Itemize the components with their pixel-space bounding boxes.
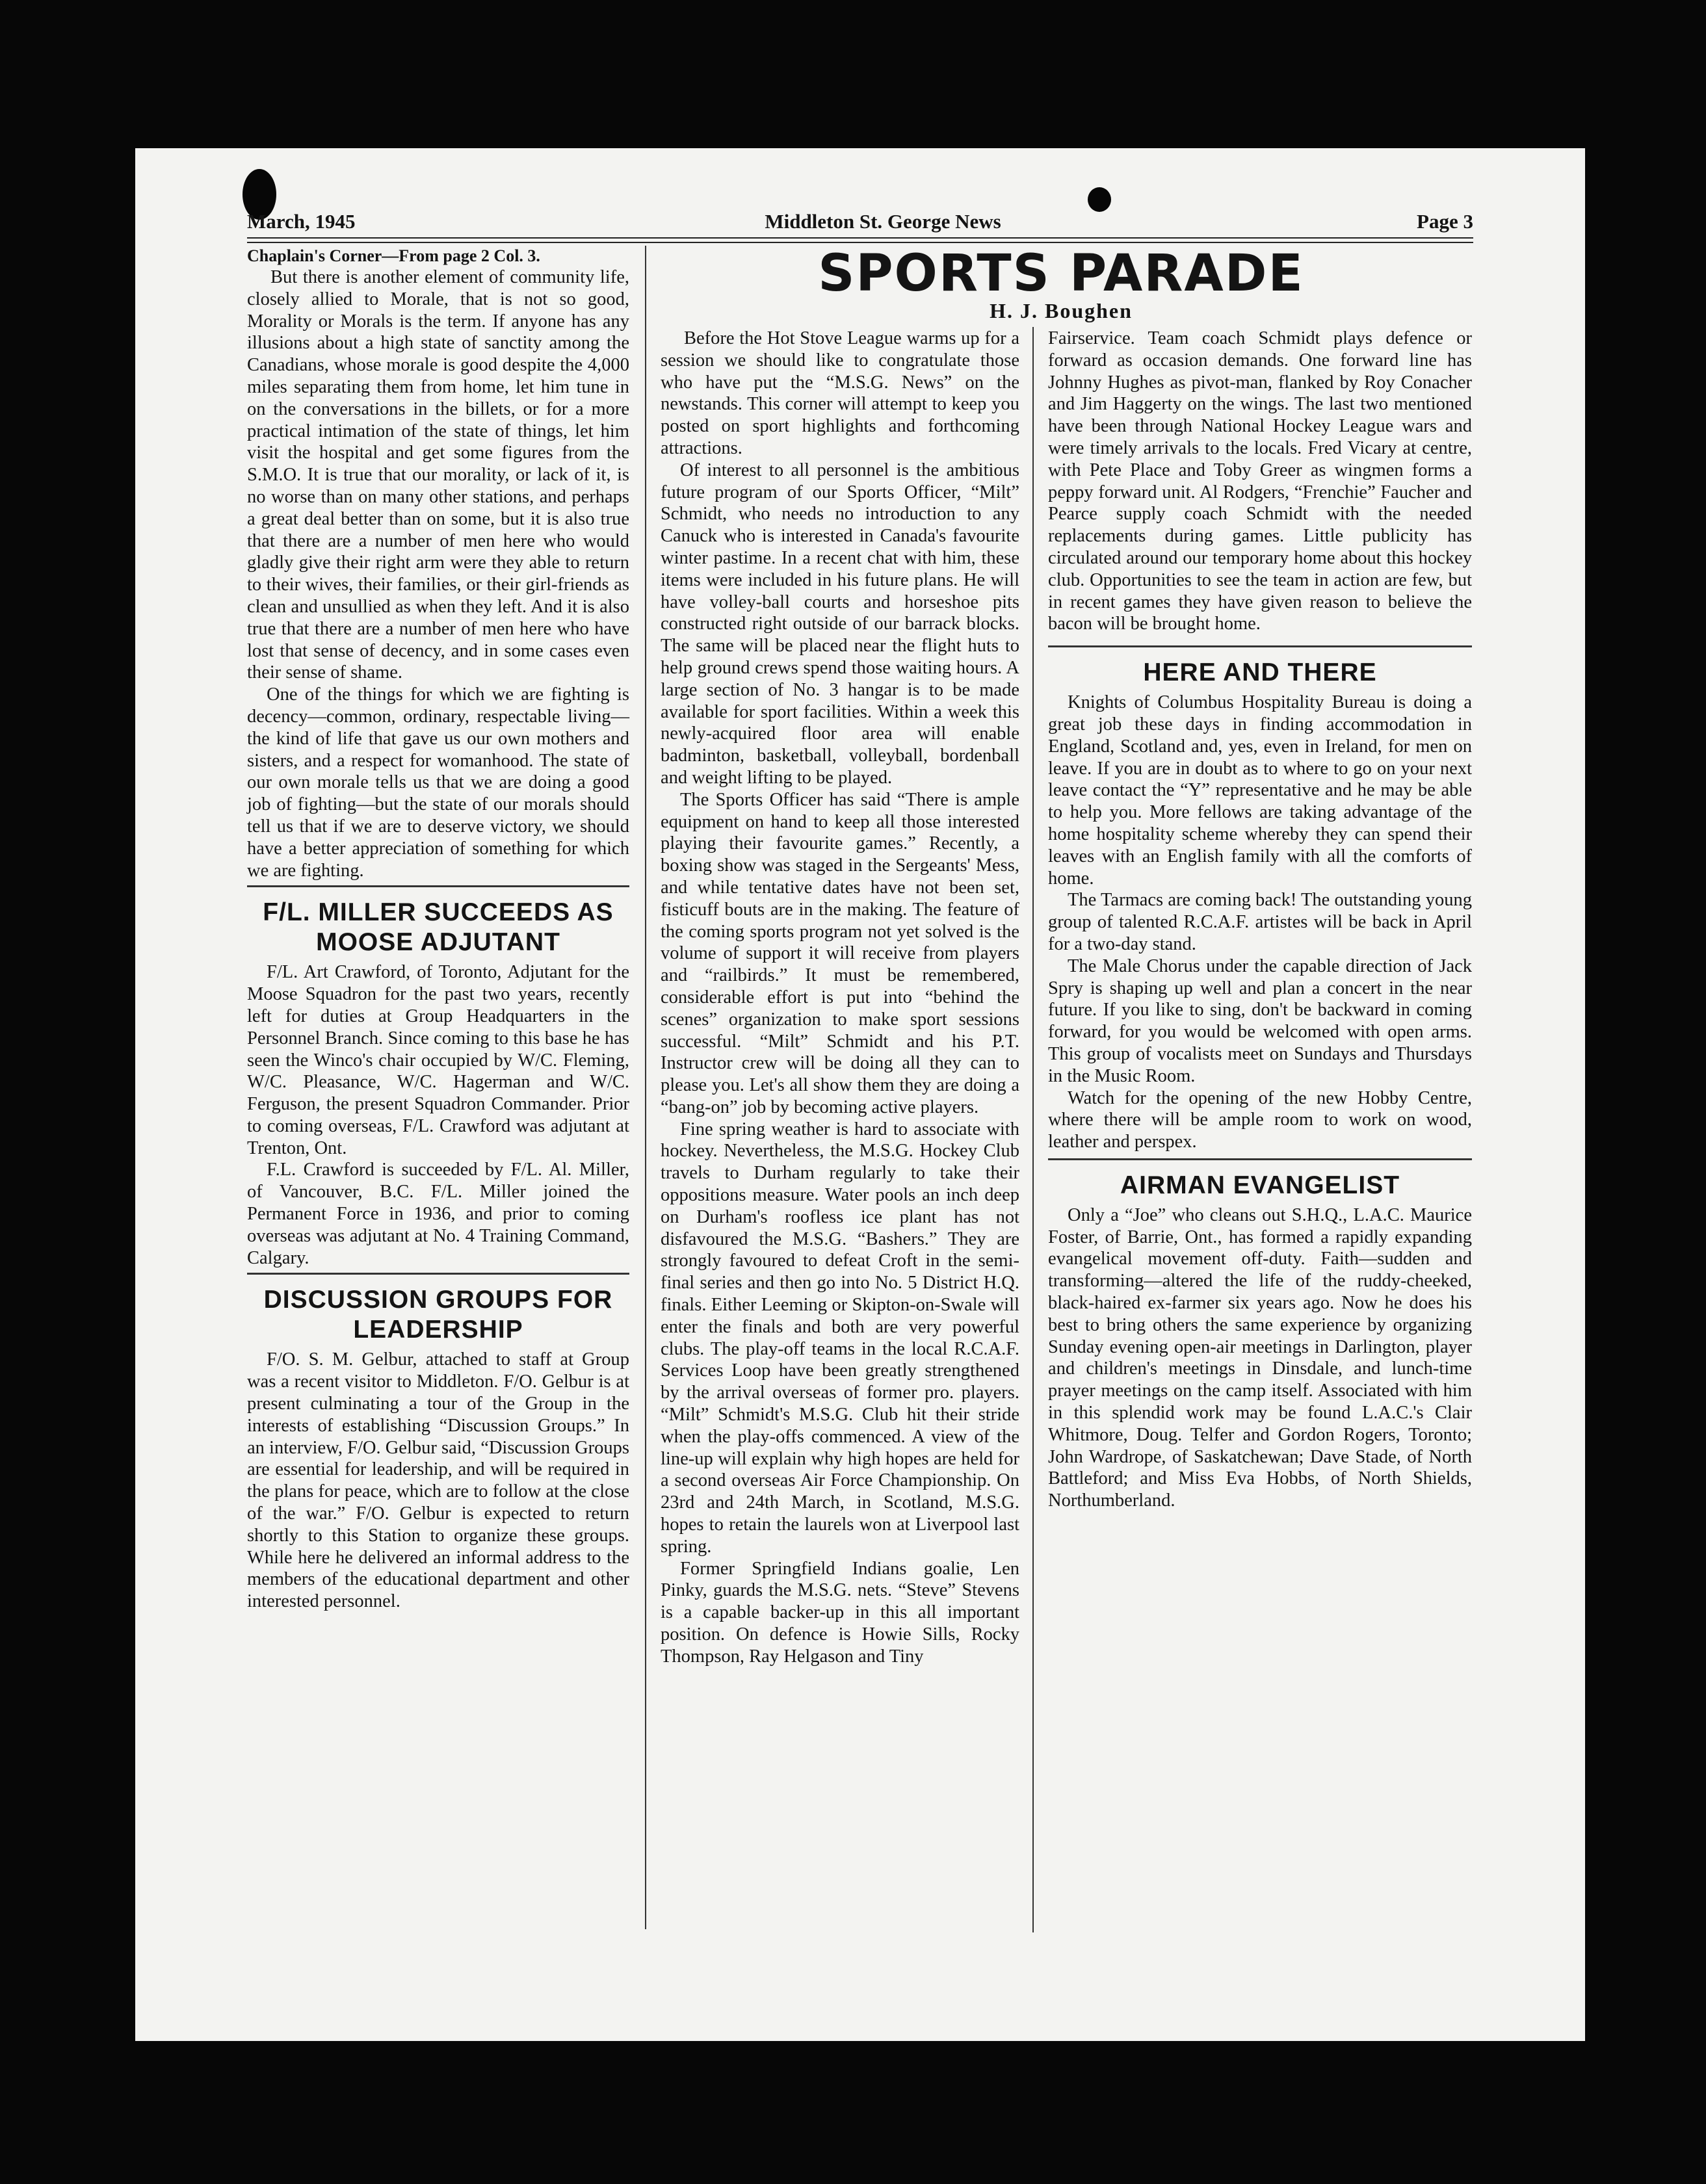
- sports-paragraph: Fine spring weather is hard to associate with hockey. Nevertheless, the M.S.G. Hockey Club travels to Durham regularly to take their oppositions measure. Water pools an inch deep on Durham's roofless ice plant has not disfavoured the M.S.G. “Bashers.” They are strongly favoured to defeat Croft in the semi-final series and then go into No. 5 District H.Q. finals. Either Leeming or Skipton-on-Swale will enter the finals and both are very powerful clubs. The play-off teams in the local R.C.A.F. Services Loop have been greatly strengthened by the arrival overseas of former pro. players. “Milt” Schmidt's M.S.G. Club hit their stride when the play-offs commenced. A view of the line-up will explain why high hopes are held for a second overseas Air Force Championship. On 23rd and 24th March, in Scotland, M.S.G. hopes to retain the laurels won at Liverpool last spring.: [661, 1119, 1019, 1557]
- header-rule: [247, 237, 1473, 239]
- evangelist-paragraph: Only a “Joe” who cleans out S.H.Q., L.A.C. Maurice Foster, of Barrie, Ont., has formed a rapidly expanding evangelical movement off-duty. Faith—sudden and transforming—altered the life of the ruddy-cheeked, black-haired ex-farmer six years ago. Now he does his best to bring others the same experience by organizing Sunday evening open-air meetings in Darlington, player and children's meetings in Dinsdale, and lunch-time prayer meetings on the camp itself. Associated with him in this splendid work may be found L.A.C.'s Clair Whitmore, Doug. Telfer and Gordon Rogers, Toronto; John Wardrope, of Saskatchewan; Dave Stade, of North Battleford; and Miss Eva Hobbs, of North Shields, Northumberland.: [1048, 1204, 1472, 1511]
- burn-mark: [1088, 187, 1111, 212]
- sports-paragraph: The Sports Officer has said “There is ample equipment on hand to keep all those interested playing their favourite games.” Recently, a boxing show was staged in the Sergeants' Mess, and while tentative dates have not been set, fisticuff bouts are in the making. The feature of the coming sports program not yet solved is the volume of support it will receive from players and “railbirds.” It must be remembered, considerable effort is put into “behind the scenes” organization to make sport sessions successful. “Milt” Schmidt and his P.T. Instructor crew will be doing all they can to please you. Let's all show them they are doing a “bang-on” job by becoming active players.: [661, 789, 1019, 1117]
- here-paragraph: Watch for the opening of the new Hobby Centre, where there will be ample room to work on wood, leather and perspex.: [1048, 1087, 1472, 1152]
- sports-paragraph: Fairservice. Team coach Schmidt plays defence or forward as occasion demands. One forward line has Johnny Hughes as pivot-man, flanked by Roy Conacher and Jim Haggerty on the wings. The last two mentioned have been through National Hockey League wars and were timely arrivals to the locals. Fred Vicary at centre, with Pete Place and Toby Greer as wingmen forms a peppy forward unit. Al Rodgers, “Frenchie” Faucher and Pearce supply coach Schmidt with the needed replacements during games. Little publicity has circulated around our temporary home about this hockey club. Opportunities to see the team in action are few, but in recent games they have given reason to believe the bacon will be brought home.: [1048, 328, 1472, 634]
- miller-paragraph: F/L. Art Crawford, of Toronto, Adjutant for the Moose Squadron for the past two years, recently left for duties at Group Headquarters in the Personnel Branch. Since coming to this base he has seen the Winco's chair occupied by W/C. Fleming, W/C. Pleasance, W/C. Hagerman and W/C. Ferguson, the present Squadron Commander. Prior to coming overseas, F/L. Crawford was adjutant at Trenton, Ont.: [247, 962, 629, 1158]
- here-and-there-headline: HERE AND THERE: [1143, 658, 1377, 687]
- sports-paragraph: Of interest to all personnel is the ambitious future program of our Sports Officer, “Milt” Schmidt, who needs no introduction to any Canuck who is interested in Canada's favourite winter pastime. In a recent chat with him, these items were included in his future plans. He will have volley-ball courts and horseshoe pits constructed right outside of our barrack blocks. The same will be placed near the flight huts to help ground crews spend those waiting hours. A large section of No. 3 hangar is to be made available for sport facilities. Within a week this newly-acquired floor area will enable badminton, basketball, volleyball, bordenball and weight lifting to be played.: [661, 460, 1019, 788]
- discussion-paragraph: F/O. S. M. Gelbur, attached to staff at Group was a recent visitor to Middleton. F/O. Gelbur is at present culminating a tour of the Group in the interests of establishing “Discussion Groups.” In an interview, F/O. Gelbur said, “Discussion Groups are essential for leadership, and will be required in the plans for peace, which are to follow at the close of the war.” F/O. Gelbur is expected to return shortly to this Station to organize these groups. While here he delivered an informal address to the members of the educational department and other interested personnel.: [247, 1349, 629, 1612]
- section-rule: [247, 1273, 629, 1275]
- chaplain-paragraph: One of the things for which we are fighting is decency—common, ordinary, respectable living—the kind of life that gave us our own mothers and sisters, and a respect for womanhood. The state of our own morale tells us that we are doing a good job of fighting—but the state of our morals should tell us that if we are to deserve victory, we should have a better appreciation of something for which we are fighting.: [247, 684, 629, 881]
- sports-paragraph: Before the Hot Stove League warms up for a session we should like to congratulate those who have put the “M.S.G. News” on the newstands. This corner will attempt to keep you posted on sport highlights and forthcoming attractions.: [661, 328, 1019, 458]
- chaplain-paragraph: But there is another element of community life, closely allied to Morale, that is not so good, Morality or Morals is the term. If anyone has any illusions about a high state of sanctity among the Canadians, whose morale is good despite the 4,000 miles separating them from home, let him tune in on the conversations in the billets, or for a more practical intimation of the state of things, let him visit the hospital and get some figures from the S.M.O. It is true that our morality, or lack of it, is no worse than on many other stations, and perhaps a great deal better than on some, but it is also true that there are a number of men here who would gladly give their right arm were they able to return to their wives, their families, or their girl-friends as clean and unsullied as when they left. And it is also true that there are a number of men here who have lost that sense of decency, and in some cases even their sense of shame.: [247, 267, 629, 683]
- header-paper-name: Middleton St. George News: [765, 210, 1001, 233]
- here-paragraph: Knights of Columbus Hospitality Bureau is doing a great job these days in finding accommodation in England, Scotland and, yes, even in Ireland, for men on leave. If you are in doubt as to where to go on your next leave contact the “Y” representative and he may be able to help you. More fellows are taking advantage of the home hospitality scheme whereby they can spend their leaves with an English family with all the comforts of home.: [1048, 692, 1472, 889]
- discussion-headline: DISCUSSION GROUPS FOR LEADERSHIP: [263, 1286, 613, 1344]
- section-rule: [1048, 645, 1472, 647]
- section-rule: [247, 885, 629, 887]
- header-page-number: Page 3: [1417, 210, 1473, 233]
- section-rule: [1048, 1158, 1472, 1160]
- sports-byline: H. J. Boughen: [990, 299, 1133, 322]
- continued-heading: Chaplain's Corner—From page 2 Col. 3.: [247, 246, 540, 265]
- column-divider: [1032, 327, 1034, 1932]
- here-paragraph: The Male Chorus under the capable direction of Jack Spry is shaping up well and plan a concert in the near future. If you like to sing, don't be backward in coming forward, for you would be welcomed with open arms. This group of vocalists meet on Sundays and Thursdays in the Music Room.: [1048, 956, 1472, 1086]
- newspaper-page: [135, 148, 1585, 2041]
- header-date: March, 1945: [247, 210, 356, 233]
- miller-paragraph: F.L. Crawford is succeeded by F/L. Al. Miller, of Vancouver, B.C. F/L. Miller joined the Permanent Force in 1936, and prior to coming overseas was adjutant at No. 4 Training Command, Calgary.: [247, 1160, 629, 1268]
- miller-headline: F/L. MILLER SUCCEEDS AS MOOSE ADJUTANT: [263, 898, 614, 957]
- column-left: [247, 246, 629, 1613]
- airman-evangelist-headline: AIRMAN EVANGELIST: [1120, 1171, 1400, 1199]
- sports-parade-banner: SPORTS PARADE: [818, 244, 1304, 303]
- column-middle: [661, 328, 1019, 1668]
- column-divider: [645, 246, 646, 1929]
- column-right: [1048, 328, 1472, 1512]
- here-paragraph: The Tarmacs are coming back! The outstanding young group of talented R.C.A.F. artistes will be back in April for a two-day stand.: [1048, 890, 1472, 954]
- sports-paragraph: Former Springfield Indians goalie, Len Pinky, guards the M.S.G. nets. “Steve” Stevens is a capable backer-up in this all important position. On defence is Howie Sills, Rocky Thompson, Ray Helgason and Tiny: [661, 1558, 1019, 1667]
- header-rule: [247, 242, 1473, 243]
